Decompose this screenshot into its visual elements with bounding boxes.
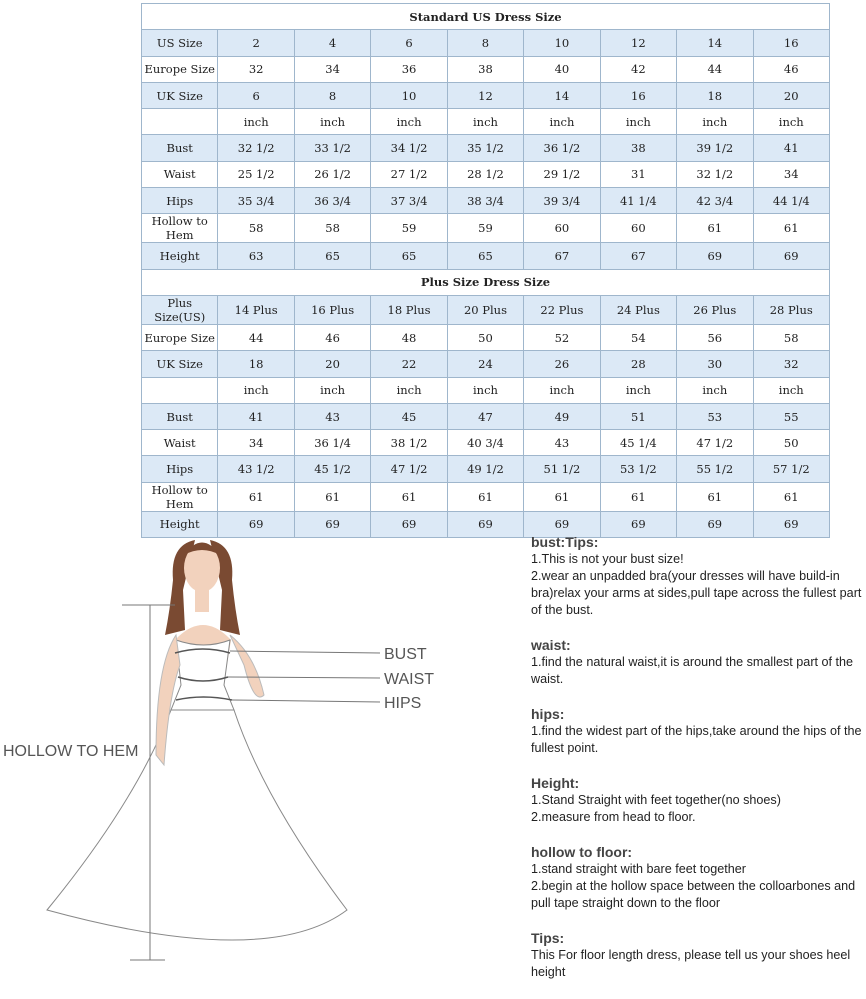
table-cell: 57 1/2 [753,456,830,482]
table-cell: 58 [294,214,370,243]
tip-line: 1.find the natural waist,it is around the smallest part of the waist. [531,655,854,686]
table-row [142,135,830,161]
table-cell: 32 [218,56,294,82]
table-cell: 16 [753,30,830,56]
tip-line: 2.begin at the hollow space between the colloarbones and pull tape straight down to the floor [531,879,856,910]
table-cell: 61 [447,482,523,511]
table-cell: 36 [371,56,447,82]
table-cell: 49 1/2 [447,456,523,482]
table-row [142,56,830,82]
table-cell: 37 3/4 [371,188,447,214]
measurement-figure [0,530,520,989]
table-cell: 22 Plus [524,295,600,324]
table-cell: 20 [294,351,370,377]
table-cell: 69 [218,511,294,537]
row-label: Hollow to Hem [142,482,218,511]
plus-size-title: Plus Size Dress Size [142,269,830,295]
table-cell: 59 [371,214,447,243]
table-cell: 41 1/4 [600,188,676,214]
waist-label: WAIST [384,671,435,688]
table-cell: 20 Plus [447,295,523,324]
table-cell: 58 [753,324,830,350]
table-cell: 38 3/4 [447,188,523,214]
table-cell: 36 1/2 [524,135,600,161]
table-cell: 30 [677,351,753,377]
table-cell: 60 [524,214,600,243]
table-cell: 65 [447,243,523,269]
table-cell: 61 [600,482,676,511]
table-cell: 69 [371,511,447,537]
table-cell: 16 Plus [294,295,370,324]
table-cell: 8 [447,30,523,56]
table-cell: 67 [600,243,676,269]
table-cell: 47 1/2 [371,456,447,482]
table-cell: inch [524,377,600,403]
table-cell: 49 [524,403,600,429]
table-cell: 28 [600,351,676,377]
row-label: Height [142,511,218,537]
row-label: Plus Size(US) [142,295,218,324]
table-cell: 53 1/2 [600,456,676,482]
table-cell: 24 [447,351,523,377]
table-cell: 34 [218,430,294,456]
table-row [142,109,830,135]
table-cell: inch [294,109,370,135]
tip-text [531,947,866,981]
table-row [142,161,830,187]
table-cell: 10 [524,30,600,56]
table-cell: 27 1/2 [371,161,447,187]
table-cell: 65 [294,243,370,269]
table-cell: 14 Plus [218,295,294,324]
table-cell: 41 [753,135,830,161]
table-cell: 12 [447,82,523,108]
table-cell: inch [677,109,753,135]
table-cell: 45 1/4 [600,430,676,456]
table-cell: 36 1/4 [294,430,370,456]
table-cell: 61 [753,482,830,511]
table-cell: 14 [677,30,753,56]
table-row [142,430,830,456]
table-cell: inch [371,109,447,135]
row-label [142,377,218,403]
table-cell: 56 [677,324,753,350]
table-cell: 44 [677,56,753,82]
table-cell: 25 1/2 [218,161,294,187]
bust-label: BUST [384,646,427,663]
table-cell: 51 [600,403,676,429]
table-cell: inch [600,109,676,135]
table-cell: 32 1/2 [677,161,753,187]
table-cell: 50 [447,324,523,350]
table-cell: 61 [524,482,600,511]
table-cell: 2 [218,30,294,56]
table-cell: 69 [524,511,600,537]
table-cell: 35 3/4 [218,188,294,214]
table-cell: inch [371,377,447,403]
table-cell: 8 [294,82,370,108]
table-cell: inch [753,377,830,403]
table-cell: 67 [524,243,600,269]
table-cell: 53 [677,403,753,429]
table-cell: 54 [600,324,676,350]
tip-line: 2.measure from head to floor. [531,810,696,824]
table-row [142,295,830,324]
table-cell: 38 1/2 [371,430,447,456]
table-cell: 14 [524,82,600,108]
tip-text [531,792,866,826]
table-cell: 16 [600,82,676,108]
table-cell: 33 1/2 [294,135,370,161]
table-cell: 31 [600,161,676,187]
table-cell: 32 [753,351,830,377]
table-cell: 55 1/2 [677,456,753,482]
tip-text [531,654,866,688]
table-row [142,30,830,56]
table-cell: 60 [600,214,676,243]
row-label: Hips [142,456,218,482]
table-cell: 20 [753,82,830,108]
table-cell: 69 [600,511,676,537]
table-cell: 59 [447,214,523,243]
tip-text [531,551,866,619]
table-cell: 46 [294,324,370,350]
table-cell: 43 1/2 [218,456,294,482]
table-cell: 26 [524,351,600,377]
table-cell: 47 [447,403,523,429]
hips-label: HIPS [384,695,422,712]
table-cell: 28 1/2 [447,161,523,187]
table-cell: 6 [218,82,294,108]
row-label: Height [142,243,218,269]
table-cell: 61 [294,482,370,511]
table-cell: 32 1/2 [218,135,294,161]
table-row [142,351,830,377]
row-label: US Size [142,30,218,56]
table-cell: 61 [677,214,753,243]
table-cell: 61 [677,482,753,511]
table-cell: 69 [753,243,830,269]
table-cell: 36 3/4 [294,188,370,214]
table-cell: 52 [524,324,600,350]
tip-line: 1.find the widest part of the hips,take around the hips of the fullest point. [531,724,862,755]
table-cell: 38 [600,135,676,161]
table-cell: 29 1/2 [524,161,600,187]
table-row [142,403,830,429]
tip-line: This For floor length dress, please tell us your shoes heel height [531,948,851,979]
table-cell: 18 Plus [371,295,447,324]
table-cell: 69 [294,511,370,537]
row-label: Europe Size [142,56,218,82]
tip-heading: Tips: [531,930,565,946]
table-cell: 34 [294,56,370,82]
table-cell: 6 [371,30,447,56]
standard-size-title: Standard US Dress Size [142,4,830,30]
table-cell: 10 [371,82,447,108]
size-chart-table [141,3,830,538]
table-cell: 69 [677,511,753,537]
table-row [142,188,830,214]
table-cell: 44 1/4 [753,188,830,214]
table-cell: 69 [677,243,753,269]
table-cell: 39 1/2 [677,135,753,161]
table-cell: 48 [371,324,447,350]
table-cell: 26 1/2 [294,161,370,187]
table-cell: 65 [371,243,447,269]
table-row [142,482,830,511]
table-cell: 45 1/2 [294,456,370,482]
row-label: Europe Size [142,324,218,350]
table-cell: 69 [447,511,523,537]
table-cell: 18 [677,82,753,108]
table-cell: inch [218,109,294,135]
table-cell: 39 3/4 [524,188,600,214]
table-cell: 40 [524,56,600,82]
table-cell: 43 [294,403,370,429]
table-cell: 50 [753,430,830,456]
table-cell: inch [524,109,600,135]
row-label: Waist [142,161,218,187]
hollow-to-hem-label: HOLLOW TO HEM [3,743,139,760]
table-row [142,243,830,269]
table-cell: 42 3/4 [677,188,753,214]
table-cell: 55 [753,403,830,429]
table-cell: 51 1/2 [524,456,600,482]
tip-line: 1.stand straight with bare feet together [531,862,746,876]
tip-heading: hollow to floor: [531,844,633,860]
row-label: Hollow to Hem [142,214,218,243]
table-cell: 38 [447,56,523,82]
tip-heading: Height: [531,775,580,791]
row-label [142,109,218,135]
dress-illustration-icon [47,540,347,940]
table-cell: inch [600,377,676,403]
row-label: Hips [142,188,218,214]
table-cell: inch [753,109,830,135]
table-cell: 4 [294,30,370,56]
table-cell: 69 [753,511,830,537]
measurement-tips [531,534,866,999]
table-cell: 47 1/2 [677,430,753,456]
row-label: Waist [142,430,218,456]
table-cell: 46 [753,56,830,82]
table-cell: 22 [371,351,447,377]
table-row [142,456,830,482]
table-cell: 12 [600,30,676,56]
table-row [142,377,830,403]
table-cell: inch [447,377,523,403]
table-cell: 42 [600,56,676,82]
table-row [142,324,830,350]
table-cell: 61 [753,214,830,243]
table-cell: 58 [218,214,294,243]
table-cell: 40 3/4 [447,430,523,456]
table-cell: 61 [218,482,294,511]
table-cell: 43 [524,430,600,456]
table-cell: 24 Plus [600,295,676,324]
row-label: Bust [142,135,218,161]
table-cell: inch [447,109,523,135]
table-cell: 34 1/2 [371,135,447,161]
table-cell: 45 [371,403,447,429]
tip-heading: hips: [531,706,565,722]
tip-heading: bust:Tips: [531,534,599,550]
table-cell: 28 Plus [753,295,830,324]
table-row [142,214,830,243]
table-cell: 61 [371,482,447,511]
tip-text [531,723,866,757]
bust-pointer [230,651,380,653]
tip-text [531,861,866,912]
tip-heading: waist: [531,637,571,653]
table-cell: 63 [218,243,294,269]
row-label: Bust [142,403,218,429]
table-cell: inch [294,377,370,403]
hips-pointer [232,700,380,702]
table-cell: 35 1/2 [447,135,523,161]
tip-line: 1.This is not your bust size! [531,552,684,566]
table-cell: inch [218,377,294,403]
row-label: UK Size [142,82,218,108]
table-cell: 41 [218,403,294,429]
table-cell: 34 [753,161,830,187]
table-cell: 44 [218,324,294,350]
row-label: UK Size [142,351,218,377]
table-row [142,82,830,108]
table-cell: inch [677,377,753,403]
table-cell: 18 [218,351,294,377]
table-cell: 26 Plus [677,295,753,324]
tip-line: 1.Stand Straight with feet together(no shoes) [531,793,781,807]
tip-line: 2.wear an unpadded bra(your dresses will have build-in bra)relax your arms at sides,pull tape across the fullest part of the bust. [531,569,862,617]
